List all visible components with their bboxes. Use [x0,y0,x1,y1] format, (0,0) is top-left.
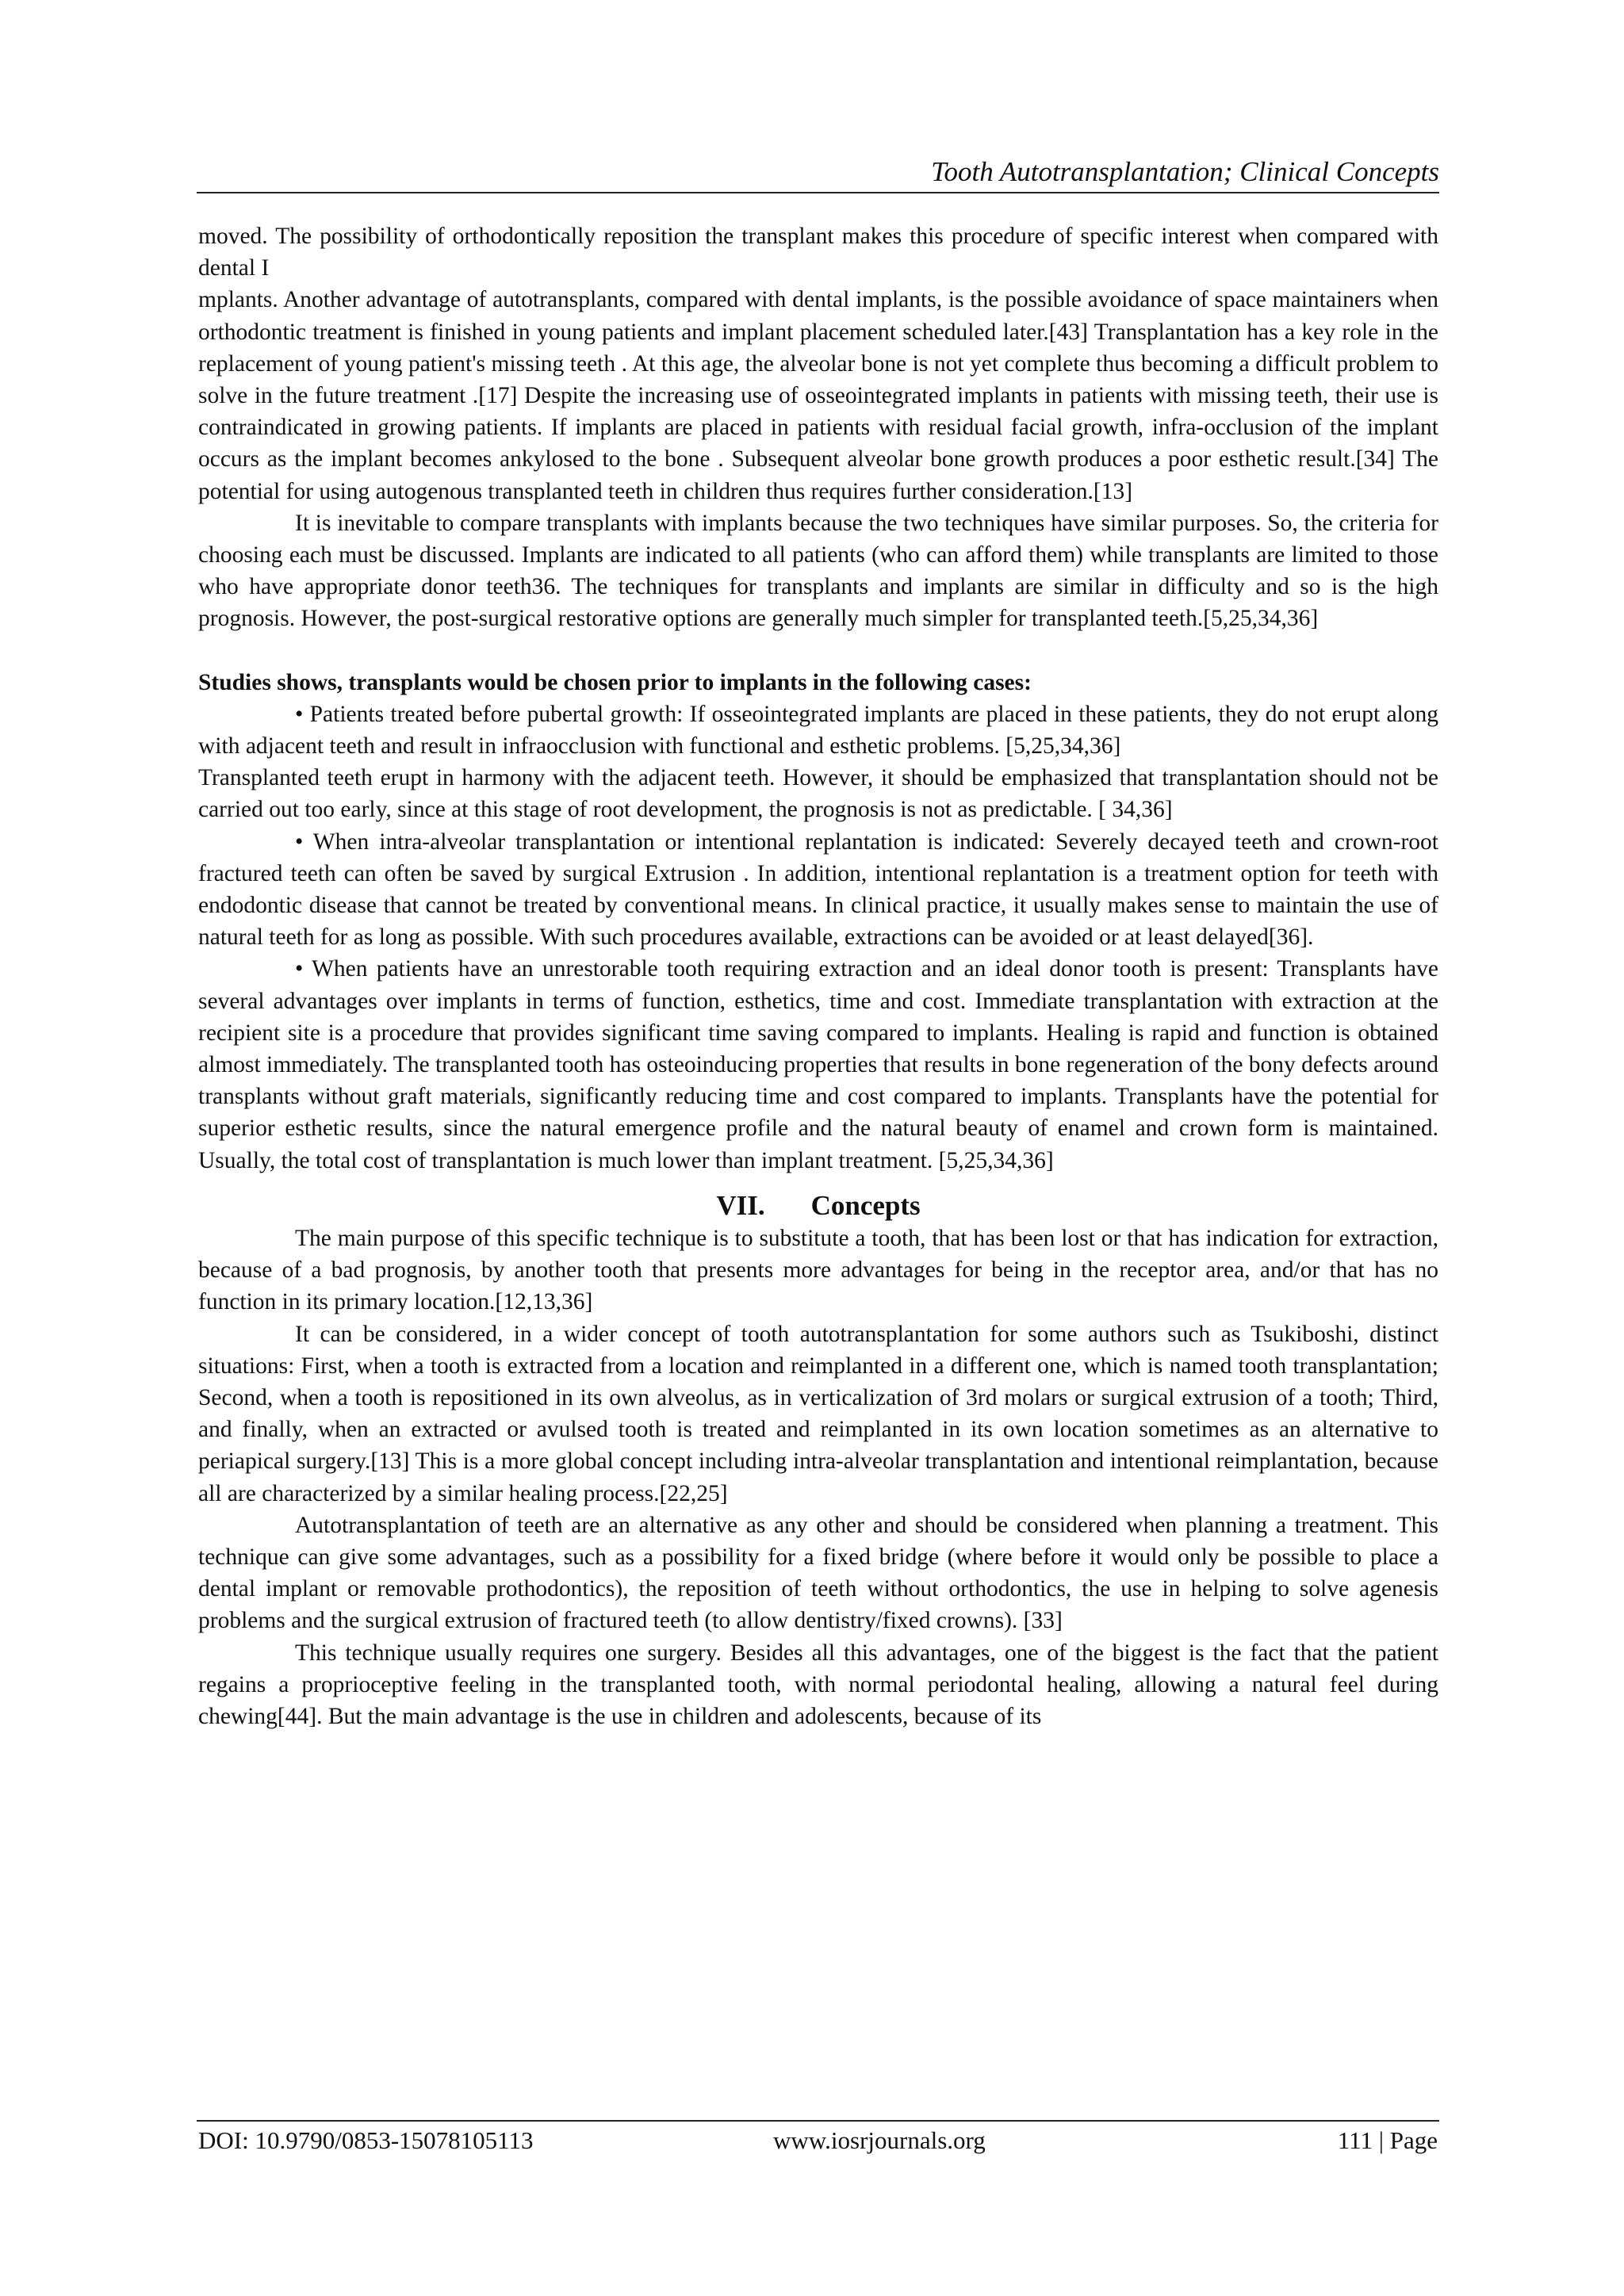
paragraph-continued: moved. The possibility of orthodontically reposition the transplant makes this procedure of specific interest when compared with dental I [198,224,1438,281]
page-footer [198,2125,1438,2156]
header-rule [197,192,1439,193]
paragraph-wider-concept: It can be considered, in a wider concept of tooth autotransplantation for some authors such as Tsukiboshi, distinct situations: First, when a tooth is extracted from a location and reimplanted in a different one, which is named tooth transplantation; Second, when a tooth is repositioned in its own alveolus, as in verticalization of 3rd molars or surgical extrusion of a tooth; Third, and finally, when an extracted or avulsed tooth is treated and reimplanted in its own location sometimes as an alternative to periapical surgery.[13] This is a more global concept including intra-alveolar transplantation and intentional reimplantation, because all are characterized by a similar healing process.[22,25] [198,1321,1438,1506]
footer-rule [197,2120,1439,2122]
footer-website-link[interactable]: www.iosrjournals.org [773,2126,986,2154]
footer-doi: DOI: 10.9790/0853-15078105113 [198,2126,534,2154]
studies-heading: Studies shows, transplants would be chosen prior to implants in the following cases: [198,669,1032,695]
footer-page-number: 111 | Page [1337,2126,1438,2154]
running-header: Tooth Autotransplantation; Clinical Concepts [931,156,1439,187]
bullet-unrestorable-tooth: • When patients have an unrestorable tooth requiring extraction and an ideal donor tooth is present: Transplants have several advantages over implants in terms of function, esthetics, time and cost. Immediate transplantation with extraction at the recipient site is a procedure that provides significant time saving compared to implants. Healing is rapid and function is obtained almost immediately. The transplanted tooth has osteoinducing properties that results in bone regeneration of the bony defects around transplants without graft materials, significantly reducing time and cost compared to implants. Transplants have the potential for superior esthetic results, since the natural emergence profile and the natural beauty of enamel and crown form is maintained. Usually, the total cost of transplantation is much lower than implant treatment. [5,25,34,36] [198,956,1438,1173]
paragraph-transplanted-teeth: Transplanted teeth erupt in harmony with the adjacent teeth. However, it should be emphasized that transplantation should not be carried out too early, since at this stage of root development, the prognosis is not as predictable. [ 34,36] [198,765,1438,823]
bullet-intra-alveolar: • When intra-alveolar transplantation or intentional replantation is indicated: Severely decayed teeth and crown-root fractured teeth can often be saved by surgical Extrusion . In addition, intentional replantation is a treatment option for teeth with endodontic disease that cannot be treated by conventional means. In clinical practice, it usually makes sense to maintain the use of natural teeth for as long as possible. With such procedures available, extractions can be avoided or at least delayed[36]. [198,828,1438,951]
article-body [198,220,1438,1732]
bullet-pubertal-growth: • Patients treated before pubertal growth: If osseointegrated implants are placed in these patients, they do not erupt along with adjacent teeth and result in infraocclusion with functional and esthetic problems. [5,25,34,36] [198,701,1438,760]
section-title: Concepts [810,1189,921,1221]
paragraph-one-surgery: This technique usually requires one surgery. Besides all this advantages, one of the biggest is the fact that the patient regains a proprioceptive feeling in the transplanted tooth, with normal periodontal healing, allowing a natural feel during chewing[44]. But the main advantage is the use in children and adolescents, because of its [198,1640,1438,1729]
paragraph-alternative: Autotransplantation of teeth are an alternative as any other and should be considered when planning a treatment. This technique can give some advantages, such as a possibility for a fixed bridge (where before it would only be possible to place a dental implant or removable prothodontics), the reposition of teeth without orthodontics, the use in helping to solve agenesis problems and the surgical extrusion of fractured teeth (to allow dentistry/fixed crowns). [33] [198,1512,1438,1634]
spacer [198,1177,1438,1189]
paragraph-comparison: It is inevitable to compare transplants with implants because the two techniques have similar purposes. So, the criteria for choosing each must be discussed. Implants are indicated to all patients (who can afford them) while transplants are limited to those who have appropriate donor teeth36. The techniques for transplants and implants are similar in difficulty and so is the high prognosis. However, the post-surgical restorative options are generally much simpler for transplanted teeth.[5,25,34,36] [198,510,1438,632]
paragraph-advantages: mplants. Another advantage of autotransplants, compared with dental implants, is the possible avoidance of space maintainers when orthodontic treatment is finished in young patients and implant placement scheduled later.[43] Transplantation has a key role in the replacement of young patient's missing teeth . At this age, the alveolar bone is not yet complete thus becoming a difficult problem to solve in the future treatment .[17] Despite the increasing use of osseointegrated implants in patients with missing teeth, their use is contraindicated in growing patients. If implants are placed in patients with residual facial growth, infra-occlusion of the implant occurs as the implant becomes ankylosed to the bone . Subsequent alveolar bone growth produces a poor esthetic result.[34] The potential for using autogenous transplanted teeth in children thus requires further consideration.[13] [198,287,1438,504]
section-number: VII. [716,1189,765,1221]
spacer [198,635,1438,667]
paragraph-main-purpose: The main purpose of this specific technique is to substitute a tooth, that has been lost or that has indication for extraction, because of a bad prognosis, by another tooth that presents more advantages for being in the receptor area, and/or that has no function in its primary location.[12,13,36] [198,1225,1438,1315]
section-heading [198,1189,1438,1223]
